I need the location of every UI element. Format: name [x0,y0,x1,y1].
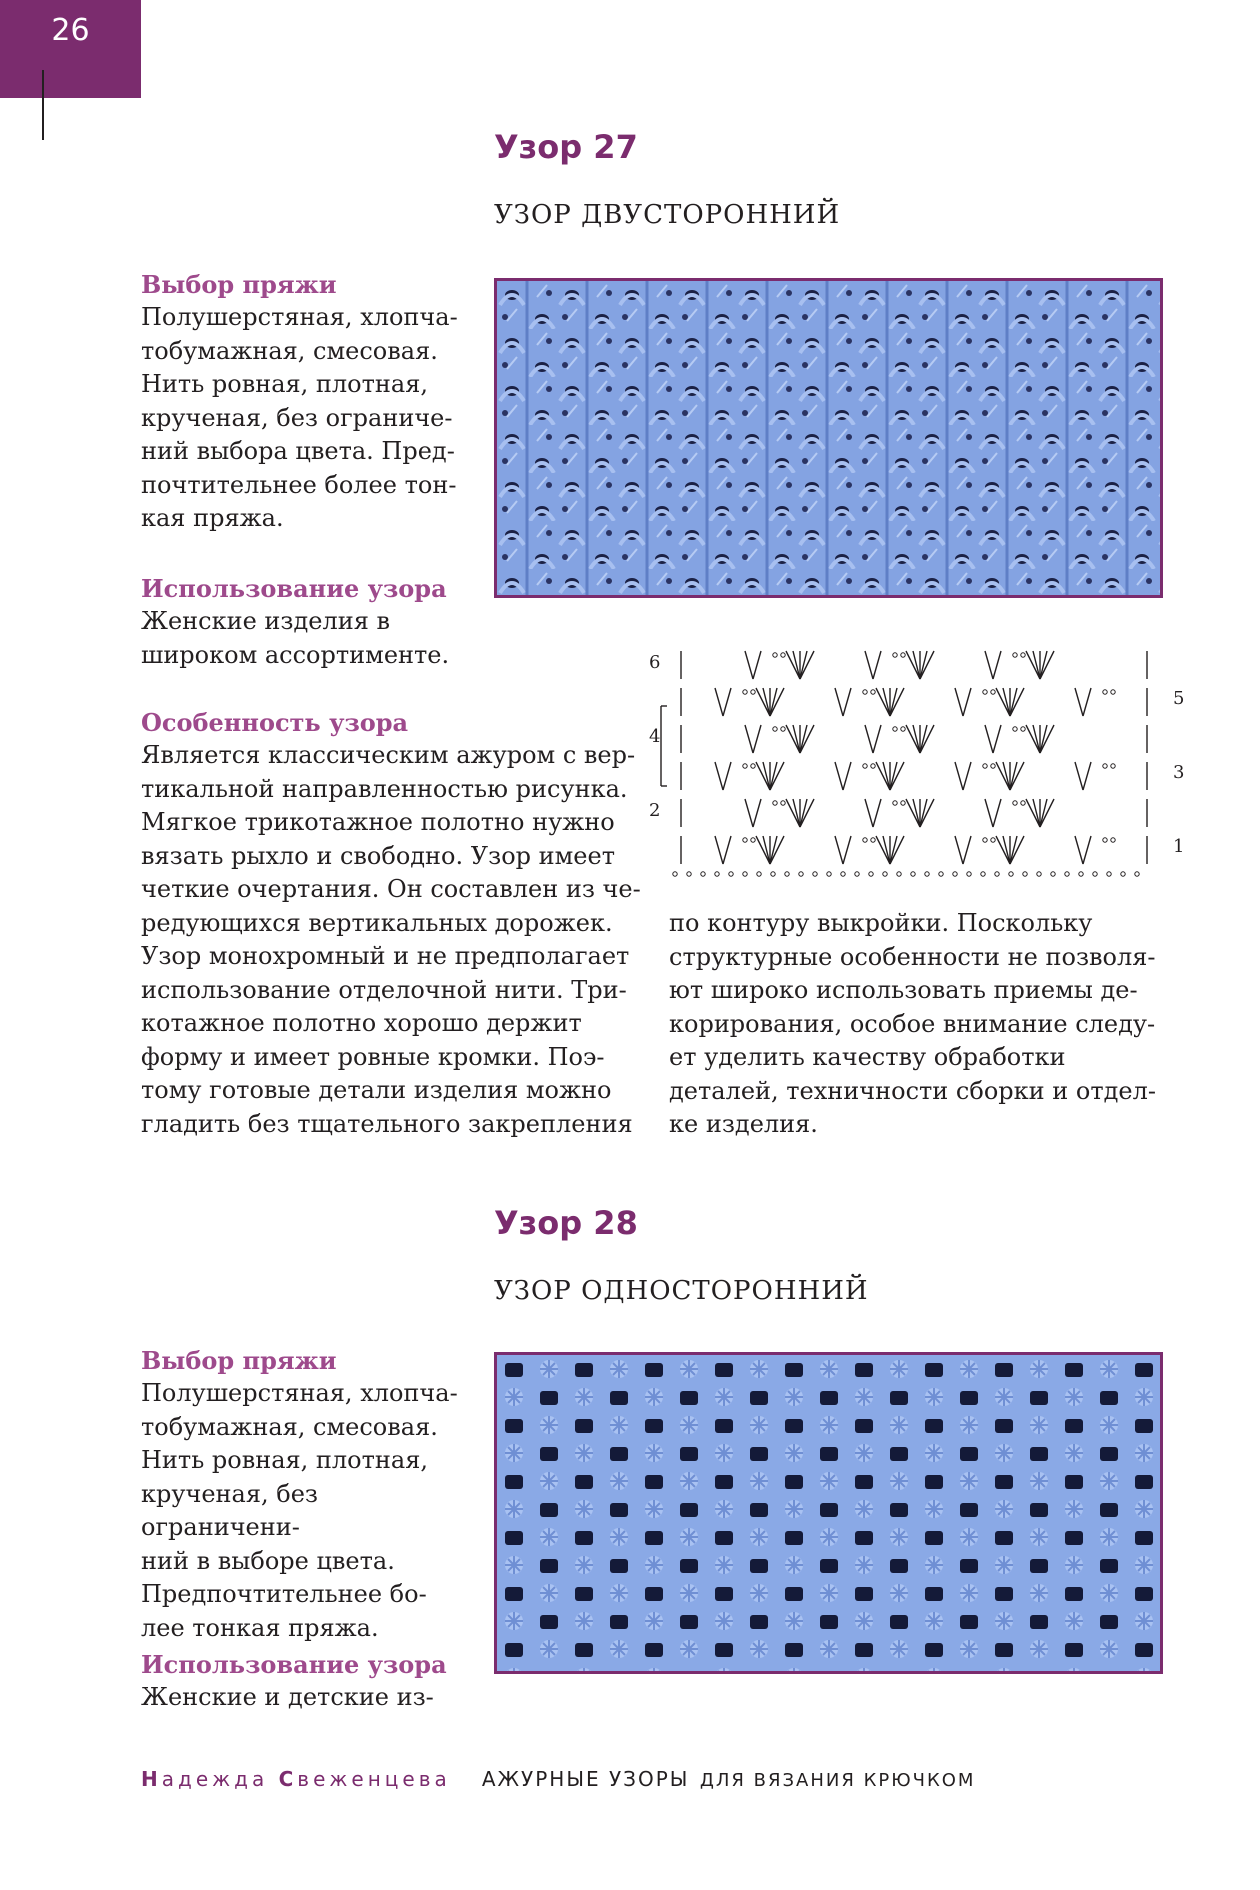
text-line: деталей, техничности сборки и отдел- [669,1076,1156,1105]
chain-mark [863,838,867,842]
chain-mark [981,872,985,876]
page-footer [141,1767,975,1791]
row-label: 6 [649,652,661,673]
chain-mark [771,872,775,876]
feature-heading: Особенность узора [141,708,409,737]
chain-mark [893,653,897,657]
stitch-mark [786,725,800,753]
stitch-mark [800,725,807,753]
stitch-mark [843,688,851,716]
stitch-mark [745,651,753,679]
text-line: Полушерстяная, хлопча- [141,303,458,331]
pattern-28-subtitle: УЗОР ОДНОСТОРОННИЙ [494,1276,869,1306]
text-line: четкие очертания. Он составлен из че- [141,875,641,903]
stitch-mark [793,799,800,827]
chain-mark [1021,727,1025,731]
stitch-mark [770,688,777,716]
chain-mark [893,727,897,731]
stitch-mark [1026,725,1040,753]
chain-mark [983,838,987,842]
stitch-mark [1040,651,1047,679]
text-line: котажное полотно хорошо держит [141,1009,582,1037]
stitch-mark [876,762,890,790]
stitch-mark [1010,836,1024,864]
stitch-mark [763,836,770,864]
text-line: корирования, особое внимание следу- [669,1009,1156,1038]
stitch-mark [865,725,873,753]
stitch-mark [865,799,873,827]
chain-mark [773,801,777,805]
stitch-mark [723,762,731,790]
stitch-mark [745,725,753,753]
chain-mark [1135,872,1139,876]
chain-mark [715,872,719,876]
stitch-mark [753,799,761,827]
stitch-mark [985,799,993,827]
stitch-mark [1026,799,1040,827]
stitch-mark [1033,799,1040,827]
chain-mark [785,872,789,876]
yarn-text [141,1377,481,1645]
chain-mark [773,727,777,731]
text-line: ют широко использовать приемы де- [669,976,1138,1004]
chain-mark [701,872,705,876]
stitch-mark [1003,836,1010,864]
stitch-mark [996,688,1010,716]
author-initial: Н [141,1767,162,1791]
stitch-mark [890,836,897,864]
stitch-mark [770,836,777,864]
stitch-mark [800,799,814,827]
stitch-mark [1040,725,1054,753]
stitch-mark [1010,762,1024,790]
pattern-27-yarn-section [141,268,481,536]
text-line: ет уделить качеству обработки [669,1043,1066,1071]
stitch-mark [876,836,890,864]
stitch-mark [963,688,971,716]
stitch-mark [835,836,843,864]
stitch-mark [756,688,770,716]
stitch-mark [883,688,890,716]
text-line: лее тонкая пряжа. [141,1613,379,1642]
text-line: широком ассортименте. [141,640,450,669]
stitch-mark [1026,651,1040,679]
chain-mark [911,872,915,876]
chain-mark [799,872,803,876]
chain-mark [1021,801,1025,805]
text-line: Предпочтительнее бо- [141,1580,427,1608]
text-line: ний в выборе цвета. [141,1546,395,1575]
text-line: Является классическим ажуром с вер- [141,741,636,769]
chain-mark [827,872,831,876]
chain-mark [1009,872,1013,876]
text-line: по контуру выкройки. Поскольку [669,909,1093,937]
stitch-mark [920,725,927,753]
chain-mark [1013,801,1017,805]
pattern-28-title: Узор 28 [494,1204,638,1242]
text-line: редующихся вертикальных дорожек. [141,908,613,937]
author-last-name: веженцева [297,1767,451,1791]
page-number: 26 [51,13,90,48]
chain-mark [1013,727,1017,731]
stitch-mark [985,651,993,679]
stitch-mark [955,688,963,716]
chain-mark [751,690,755,694]
stitch-mark [993,725,1001,753]
author-name [141,1767,451,1791]
stitch-mark [786,799,800,827]
chain-mark [757,872,761,876]
stitch-mark [993,799,1001,827]
stitch-mark [985,725,993,753]
chain-mark [813,872,817,876]
text-line: Узор монохромный и не предполагает [141,942,630,970]
stitch-mark [835,688,843,716]
chain-mark [1103,764,1107,768]
stitch-mark [913,799,920,827]
stitch-mark [1040,651,1054,679]
text-line: Мягкое трикотажное полотно нужно [141,808,615,836]
pattern-28-photo [494,1352,1163,1674]
stitch-mark [793,725,800,753]
stitch-mark [913,651,920,679]
chain-mark [893,801,897,805]
chain-mark [897,872,901,876]
stitch-mark [865,651,873,679]
stitch-mark [996,836,1010,864]
stitch-mark [1083,688,1091,716]
text-line: Нить ровная, плотная, [141,1446,428,1474]
crochet-chart-diagram [645,636,1185,881]
stitch-mark [913,725,920,753]
stitch-mark [800,651,814,679]
text-line: гладить без тщательного закрепления [141,1109,633,1138]
row-label: 3 [1173,762,1185,783]
stitch-mark [890,836,904,864]
chain-mark [781,727,785,731]
stitch-mark [873,799,881,827]
stitch-mark [756,836,770,864]
stitch-mark [873,725,881,753]
stitch-mark [756,762,770,790]
usage-text [141,1681,501,1715]
stitch-mark [996,762,1010,790]
pattern-27-feature-continued [669,907,1169,1142]
chain-mark [687,872,691,876]
text-line: почтительнее более тон- [141,470,457,499]
stitch-mark [873,651,881,679]
stitch-mark [890,762,897,790]
pattern-27-photo [494,278,1163,598]
stitch-mark [763,762,770,790]
pattern-27-title: Узор 27 [494,128,638,166]
chain-mark [1103,838,1107,842]
stitch-mark [890,688,897,716]
text-line: кая пряжа. [141,504,284,532]
text-line: тобумажная, смесовая. [141,1412,438,1441]
chain-mark [743,764,747,768]
text-line: использование отделочной нити. Три- [141,975,627,1004]
chain-mark [1037,872,1041,876]
chain-mark [1121,872,1125,876]
chain-mark [863,764,867,768]
chain-mark [781,653,785,657]
stitch-mark [1075,836,1083,864]
text-line: Женские изделия в [141,607,391,635]
text-line: тикальной направленностью рисунка. [141,774,628,803]
text-line: ке изделия. [669,1110,818,1138]
stitch-mark [715,688,723,716]
stitch-mark [1010,836,1017,864]
stitch-mark [1040,799,1047,827]
chain-mark [743,838,747,842]
stitch-mark [920,799,927,827]
stitch-mark [715,762,723,790]
chain-mark [751,838,755,842]
chain-mark [1023,872,1027,876]
chain-mark [743,690,747,694]
chain-mark [901,801,905,805]
chain-mark [781,801,785,805]
crochet-chart [645,636,1185,881]
stitch-mark [745,799,753,827]
text-line: Нить ровная, плотная, [141,370,428,398]
stitch-mark [1010,762,1017,790]
stitch-mark [883,836,890,864]
chain-mark [871,690,875,694]
stitch-mark [793,651,800,679]
stitch-mark [715,836,723,864]
chain-mark [841,872,845,876]
feature-text [141,739,651,1141]
usage-heading: Использование узора [141,1650,447,1679]
text-line: тому готовые детали изделия можно [141,1076,612,1104]
stitch-mark [753,725,761,753]
usage-heading: Использование узора [141,574,447,603]
row-label: 2 [649,800,661,821]
stitch-mark [723,836,731,864]
chain-mark [1021,653,1025,657]
stitch-mark [770,688,784,716]
yarn-heading: Выбор пряжи [141,270,337,299]
margin-rule [42,70,44,140]
stitch-mark [963,836,971,864]
stitch-mark [770,762,777,790]
chain-mark [991,838,995,842]
stitch-mark [920,651,934,679]
chain-mark [983,690,987,694]
stitch-mark [906,651,920,679]
stitch-mark [906,799,920,827]
chain-mark [1107,872,1111,876]
text-line: крученая, без ограниче- [141,403,453,432]
chain-mark [871,764,875,768]
lace-photo-image [497,1355,1163,1674]
text-line: тобумажная, смесовая. [141,336,438,365]
stitch-mark [1033,651,1040,679]
yarn-heading: Выбор пряжи [141,1346,337,1375]
stitch-mark [1083,762,1091,790]
chain-mark [925,872,929,876]
book-title-caps: АЖУРНЫЕ УЗОРЫ [481,1767,690,1791]
chain-mark [983,764,987,768]
author-initial: С [278,1767,298,1791]
text-line: Женские и детские из- [141,1683,434,1711]
stitch-mark [955,836,963,864]
text-line: структурные особенности не позволя- [669,942,1156,971]
stitch-mark [753,651,761,679]
stitch-mark [963,762,971,790]
stitch-mark [920,725,934,753]
chain-mark [967,872,971,876]
chain-mark [855,872,859,876]
stitch-mark [1075,688,1083,716]
chain-mark [995,872,999,876]
chain-mark [901,653,905,657]
lace-photo-image [497,281,1163,598]
stitch-mark [890,762,904,790]
pattern-27-usage-section [141,572,501,672]
author-first-name: адежда [161,1767,269,1791]
chain-mark [673,872,677,876]
chain-mark [883,872,887,876]
row-label: 1 [1173,836,1185,857]
chain-mark [939,872,943,876]
stitch-mark [800,799,807,827]
stitch-mark [786,651,800,679]
pattern-27-feature-section [141,706,651,1141]
stitch-mark [723,688,731,716]
chain-mark [751,764,755,768]
chain-mark [1103,690,1107,694]
stitch-mark [876,688,890,716]
chain-mark [1013,653,1017,657]
stitch-mark [1003,688,1010,716]
stitch-mark [770,836,784,864]
chain-mark [871,838,875,842]
stitch-mark [843,836,851,864]
text-line: крученая, без ограничени- [141,1479,318,1541]
chain-mark [953,872,957,876]
stitch-mark [955,762,963,790]
stitch-mark [763,688,770,716]
yarn-text [141,301,481,536]
stitch-mark [1010,688,1024,716]
row-label: 5 [1173,688,1185,709]
stitch-mark [920,651,927,679]
stitch-mark [1040,725,1047,753]
chain-mark [1093,872,1097,876]
stitch-mark [890,688,904,716]
chain-mark [729,872,733,876]
stitch-mark [1075,762,1083,790]
chain-mark [1111,764,1115,768]
book-title-rest: ДЛЯ ВЯЗАНИЯ КРЮЧКОМ [699,1770,976,1791]
chain-mark [901,727,905,731]
stitch-mark [800,725,814,753]
stitch-mark [1083,836,1091,864]
chain-mark [1111,690,1115,694]
chain-mark [1079,872,1083,876]
stitch-mark [800,651,807,679]
chain-mark [1065,872,1069,876]
stitch-mark [843,762,851,790]
stitch-mark [1033,725,1040,753]
text-line: вязать рыхло и свободно. Узор имеет [141,841,615,870]
row-label: 4 [649,726,661,747]
chain-mark [863,690,867,694]
chain-mark [1111,838,1115,842]
text-line: ний выбора цвета. Пред- [141,437,455,465]
stitch-mark [1010,688,1017,716]
text-line: Полушерстяная, хлопча- [141,1379,458,1407]
stitch-mark [993,651,1001,679]
stitch-mark [920,799,934,827]
chain-mark [991,764,995,768]
chain-mark [1051,872,1055,876]
chain-mark [743,872,747,876]
usage-text [141,605,501,672]
stitch-mark [835,762,843,790]
chain-mark [773,653,777,657]
text-line: форму и имеет ровные кромки. Поэ- [141,1042,605,1071]
chain-mark [991,690,995,694]
chain-mark [869,872,873,876]
pattern-28-yarn-section [141,1344,481,1645]
stitch-mark [883,762,890,790]
stitch-mark [1003,762,1010,790]
stitch-mark [906,725,920,753]
stitch-mark [1040,799,1054,827]
stitch-mark [770,762,784,790]
pattern-27-subtitle: УЗОР ДВУСТОРОННИЙ [494,200,841,230]
pattern-28-usage-section [141,1648,501,1715]
